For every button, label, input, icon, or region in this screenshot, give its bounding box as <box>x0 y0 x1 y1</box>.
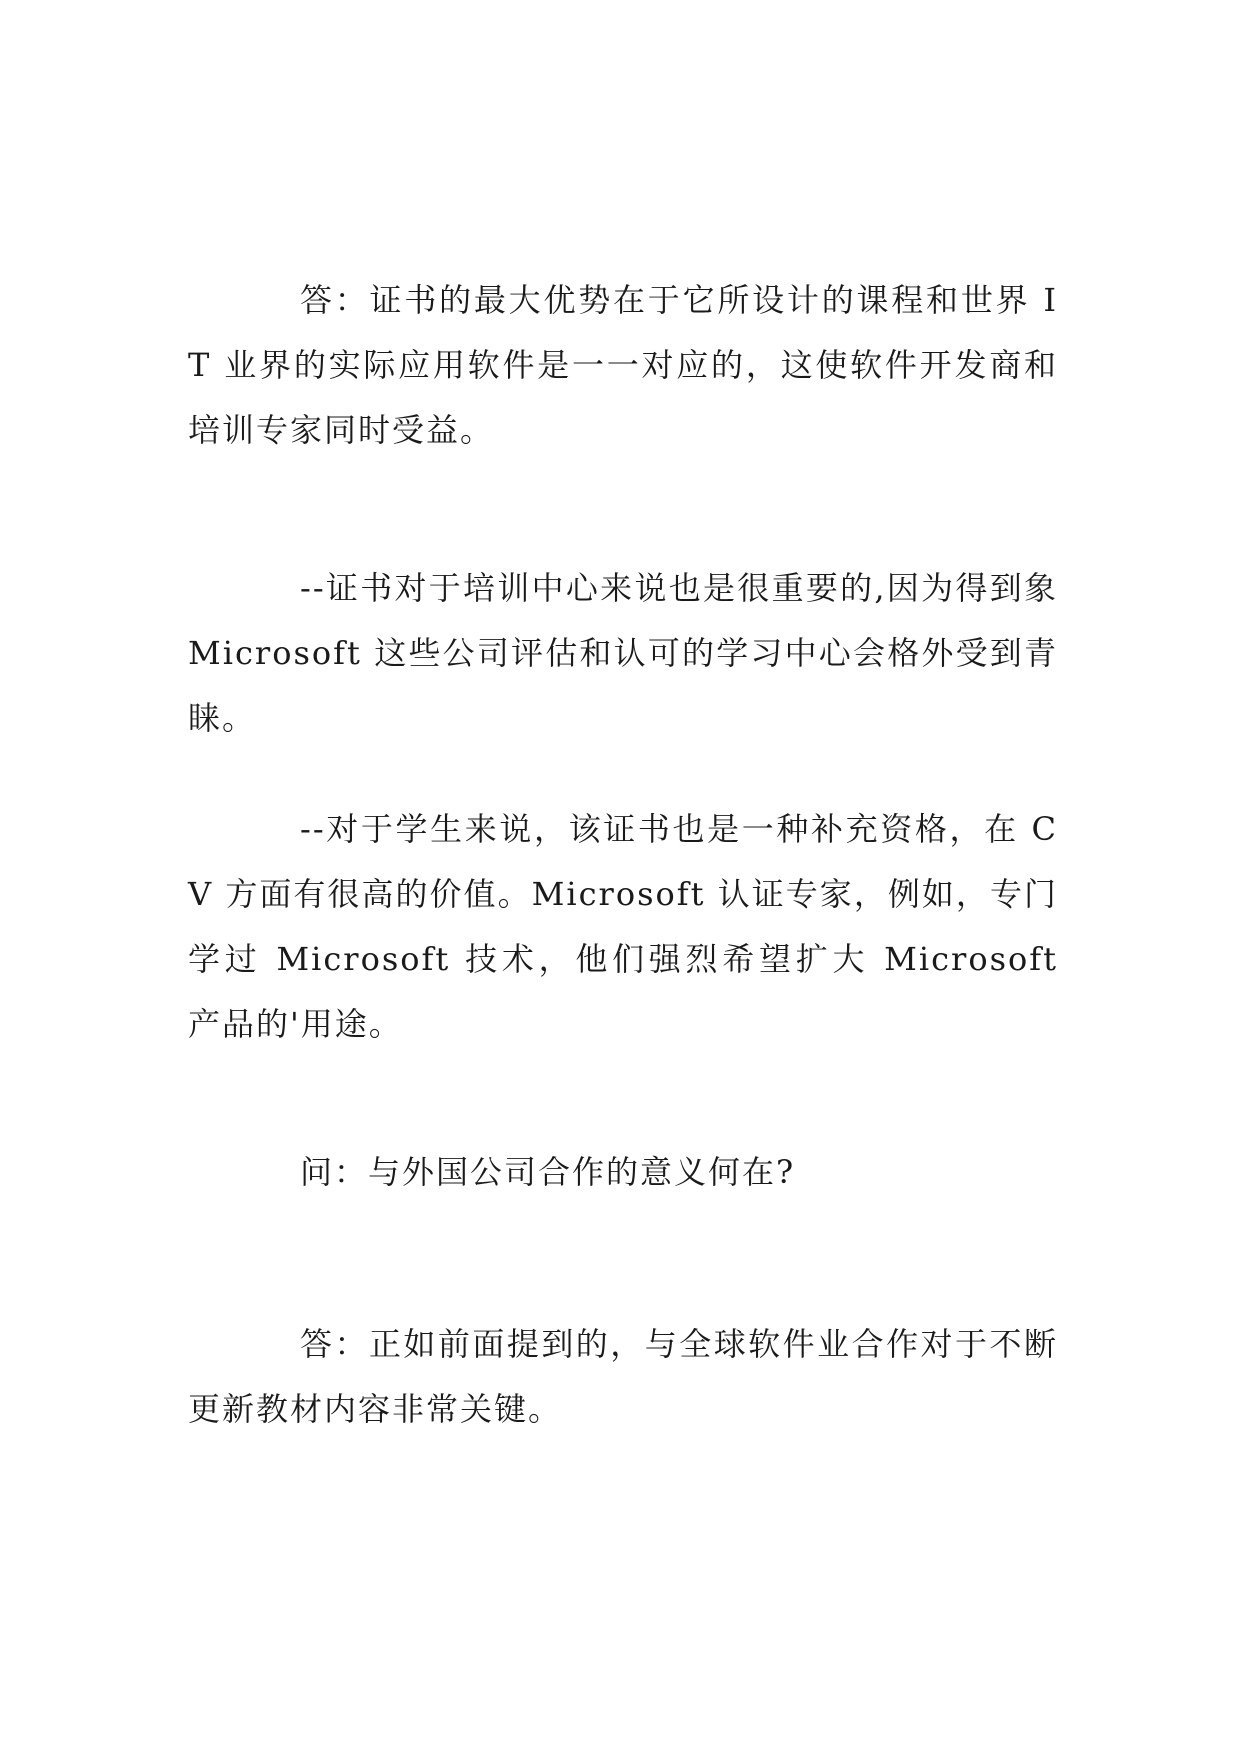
paragraph-answer-certificate-advantage: 答：证书的最大优势在于它所设计的课程和世界 IT 业界的实际应用软件是一一对应的，这使软件开发商和培训专家同时受益。 <box>188 281 1058 449</box>
paragraph-question-foreign-cooperation: 问：与外国公司合作的意义何在? <box>300 1153 796 1191</box>
paragraph-answer-global-cooperation: 答：正如前面提到的，与全球软件业合作对于不断更新教材内容非常关键。 <box>188 1325 1058 1428</box>
paragraph-training-center: --证书对于培训中心来说也是很重要的,因为得到象 Microsoft 这些公司评估和认可的学习中心会格外受到青睐。 <box>188 569 1058 737</box>
paragraph-students: --对于学生来说，该证书也是一种补充资格，在 CV 方面有很高的价值。Microsoft 认证专家，例如，专门学过 Microsoft 技术，他们强烈希望扩大 Microsoft 产品的'用途。 <box>188 810 1058 1043</box>
